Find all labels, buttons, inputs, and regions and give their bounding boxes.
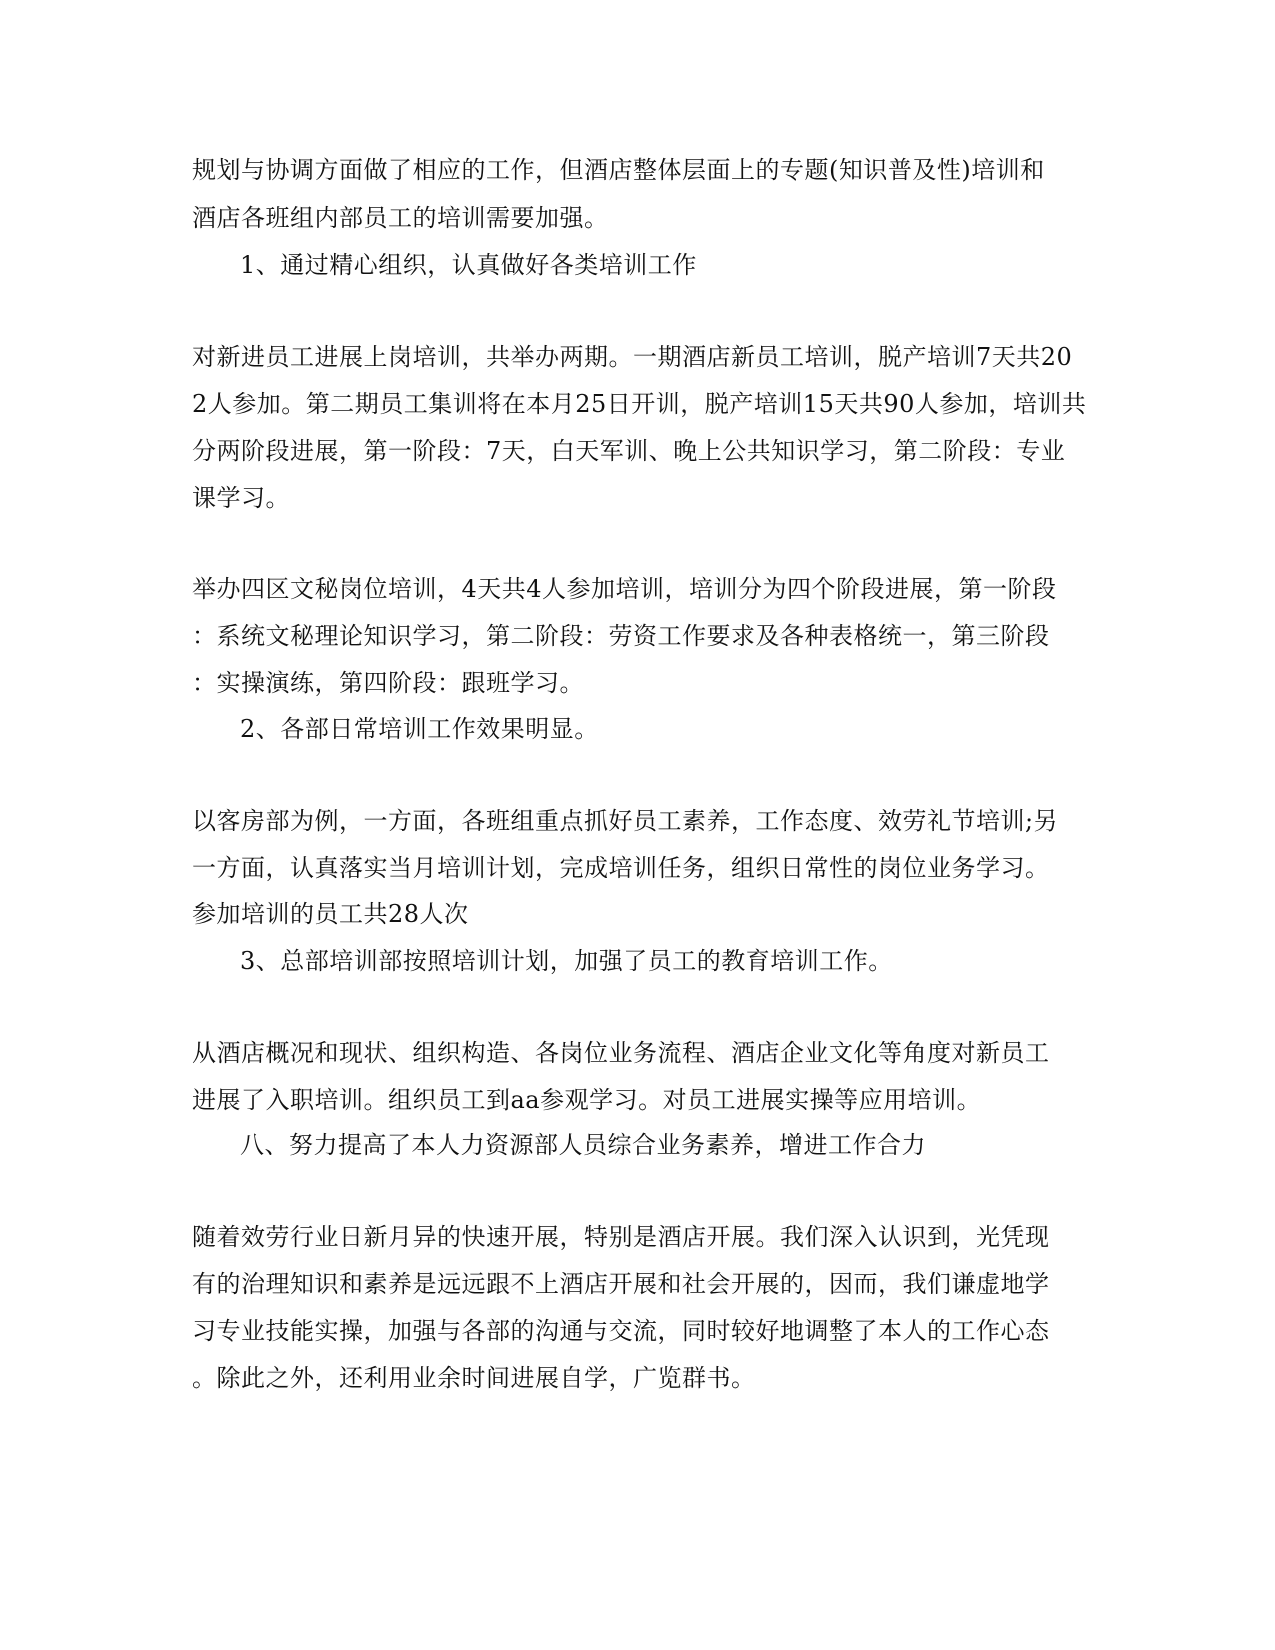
section-heading: 八、努力提高了本人力资源部人员综合业务素养，增进工作合力 (240, 1131, 926, 1159)
text-line: 一方面，认真落实当月培训计划，完成培训任务，组织日常性的岗位业务学习。 (192, 854, 1050, 882)
text-line: ：系统文秘理论知识学习，第二阶段：劳资工作要求及各种表格统一，第三阶段 (192, 622, 1050, 650)
text-line: 参加培训的员工共28人次 (192, 900, 469, 928)
text-line: 分两阶段进展，第一阶段：7天，白天军训、晚上公共知识学习，第二阶段：专业 (192, 437, 1066, 465)
text-line: 对新进员工进展上岗培训，共举办两期。一期酒店新员工培训，脱产培训7天共20 (192, 343, 1073, 371)
text-line: 习专业技能实操，加强与各部的沟通与交流，同时较好地调整了本人的工作心态 (192, 1317, 1050, 1345)
text-line: 以客房部为例，一方面，各班组重点抓好员工素养，工作态度、效劳礼节培训;另 (192, 807, 1059, 835)
text-line: 2人参加。第二期员工集训将在本月25日开训，脱产培训15天共90人参加，培训共 (192, 390, 1087, 418)
section-heading: 1、通过精心组织，认真做好各类培训工作 (240, 251, 697, 279)
text-line: 随着效劳行业日新月异的快速开展，特别是酒店开展。我们深入认识到，光凭现 (192, 1223, 1050, 1251)
section-heading: 3、总部培训部按照培训计划，加强了员工的教育培训工作。 (240, 947, 893, 975)
text-line: 从酒店概况和现状、组织构造、各岗位业务流程、酒店企业文化等角度对新员工 (192, 1039, 1050, 1067)
text-line: 酒店各班组内部员工的培训需要加强。 (192, 204, 609, 232)
text-line: 举办四区文秘岗位培训，4天共4人参加培训，培训分为四个阶段进展，第一阶段 (192, 575, 1057, 603)
text-line: ：实操演练，第四阶段：跟班学习。 (192, 669, 584, 697)
text-line: 。除此之外，还利用业余时间进展自学，广览群书。 (192, 1364, 756, 1392)
section-heading: 2、各部日常培训工作效果明显。 (240, 715, 599, 743)
text-line: 规划与协调方面做了相应的工作，但酒店整体层面上的专题(知识普及性)培训和 (192, 156, 1045, 184)
text-line: 课学习。 (192, 484, 290, 512)
text-line: 有的治理知识和素养是远远跟不上酒店开展和社会开展的，因而，我们谦虚地学 (192, 1270, 1050, 1298)
text-line: 进展了入职培训。组织员工到aa参观学习。对员工进展实操等应用培训。 (192, 1086, 982, 1114)
